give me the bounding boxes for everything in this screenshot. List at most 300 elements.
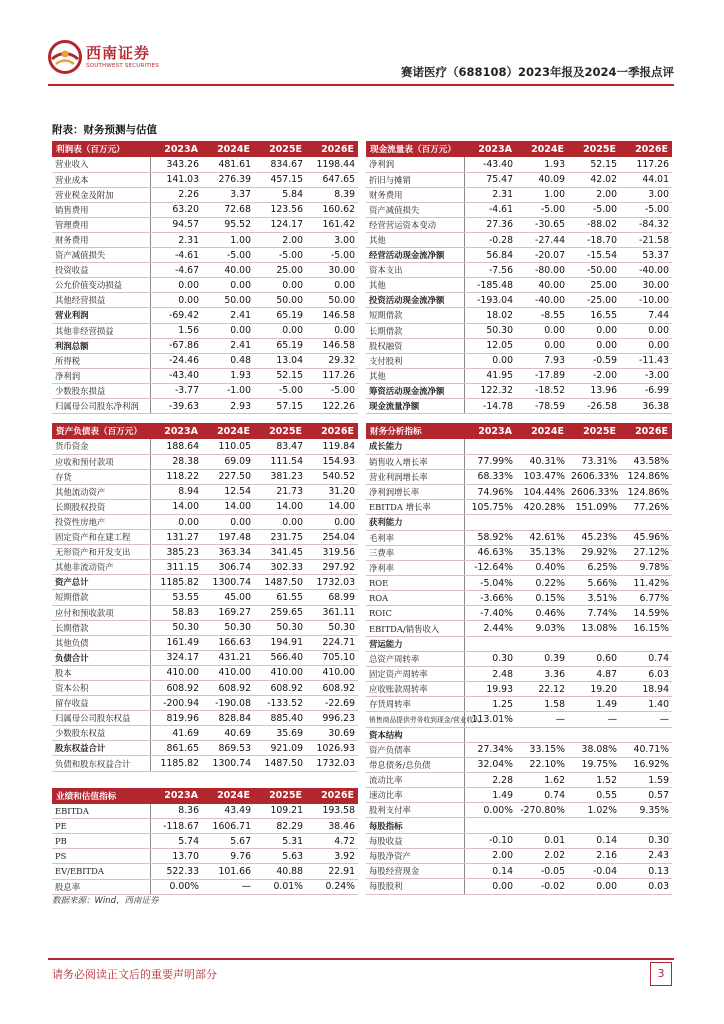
- table-row: [52, 323, 358, 338]
- cell-value: 0.48: [202, 353, 254, 368]
- cell-value: -17.89: [516, 368, 568, 383]
- table-row: [52, 605, 358, 620]
- table-row: [366, 682, 672, 697]
- cell-value: -11.43: [620, 353, 672, 368]
- table-row: [366, 263, 672, 278]
- cell-value: -69.42: [150, 308, 202, 323]
- cell-value: 0.14: [464, 863, 516, 878]
- table-row: [52, 681, 358, 696]
- cell-value: 9.03%: [516, 621, 568, 636]
- row-label: 固定资产周转率: [366, 666, 464, 681]
- year-header: 2025E: [568, 141, 620, 157]
- year-header: 2024E: [516, 423, 568, 439]
- cell-value: 869.53: [202, 741, 254, 756]
- row-label: PE: [52, 819, 150, 834]
- row-label: 净利润: [52, 368, 150, 383]
- cell-value: 68.99: [306, 590, 358, 605]
- cell-value: 73.31%: [568, 454, 620, 469]
- cell-value: -43.40: [150, 368, 202, 383]
- cell-value: 21.73: [254, 484, 306, 499]
- cell-value: [516, 727, 568, 742]
- cell-value: 122.26: [306, 399, 358, 414]
- table-row: [366, 545, 672, 560]
- year-header: 2024E: [202, 141, 254, 157]
- table-row: [52, 172, 358, 187]
- cell-value: -20.07: [516, 248, 568, 263]
- table-row: [52, 545, 358, 560]
- cell-value: [620, 636, 672, 651]
- cell-value: 16.92%: [620, 757, 672, 772]
- cell-value: 0.46%: [516, 606, 568, 621]
- cell-value: -133.52: [254, 696, 306, 711]
- table-row: [366, 636, 672, 651]
- cell-value: 0.00: [516, 323, 568, 338]
- row-label: 净利润增长率: [366, 485, 464, 500]
- cell-value: 16.55: [568, 308, 620, 323]
- row-label: 每股收益: [366, 833, 464, 848]
- table-row: [366, 530, 672, 545]
- cell-value: 2.41: [202, 308, 254, 323]
- cell-value: 2606.33%: [568, 469, 620, 484]
- table-row: [366, 712, 672, 727]
- table-row: [366, 575, 672, 590]
- row-label: 投资收益: [52, 263, 150, 278]
- cell-value: 27.36: [464, 217, 516, 232]
- row-label: 总资产周转率: [366, 651, 464, 666]
- row-label: 每股净资产: [366, 848, 464, 863]
- cell-value: 16.15%: [620, 621, 672, 636]
- cell-value: -0.59: [568, 353, 620, 368]
- cell-value: 302.33: [254, 560, 306, 575]
- year-header: 2025E: [254, 423, 306, 439]
- cell-value: 27.34%: [464, 742, 516, 757]
- row-label: 短期借款: [52, 590, 150, 605]
- table-row: [366, 383, 672, 398]
- valuation-table: [52, 788, 358, 895]
- cell-value: 95.52: [202, 217, 254, 232]
- row-label: 存货周转率: [366, 697, 464, 712]
- cell-value: -80.00: [516, 263, 568, 278]
- row-label: 筹资活动现金流净额: [366, 383, 464, 398]
- table-header-row: [52, 423, 358, 439]
- cell-value: 0.24%: [306, 879, 358, 894]
- cell-value: 68.33%: [464, 469, 516, 484]
- cell-value: 154.93: [306, 454, 358, 469]
- cell-value: 50.30: [464, 323, 516, 338]
- cell-value: -118.67: [150, 819, 202, 834]
- cell-value: 118.22: [150, 469, 202, 484]
- cell-value: [620, 515, 672, 530]
- cell-value: —: [516, 712, 568, 727]
- cell-value: 13.96: [568, 383, 620, 398]
- cell-value: 161.49: [150, 635, 202, 650]
- table-row: [366, 308, 672, 323]
- table-row: [52, 819, 358, 834]
- cell-value: 2.00: [568, 187, 620, 202]
- year-header: 2026E: [306, 141, 358, 157]
- cell-value: -5.00: [620, 202, 672, 217]
- table-row: [52, 232, 358, 247]
- cell-value: 0.00: [464, 353, 516, 368]
- row-label: 支付股利: [366, 353, 464, 368]
- row-label: EBITDA 增长率: [366, 500, 464, 515]
- cell-value: 0.00: [620, 323, 672, 338]
- table-row: [366, 666, 672, 681]
- cell-value: 42.02: [568, 172, 620, 187]
- cell-value: 921.09: [254, 741, 306, 756]
- row-label: 其他: [366, 278, 464, 293]
- cell-value: 146.58: [306, 338, 358, 353]
- table-row: [366, 217, 672, 232]
- row-label: 销售收入增长率: [366, 454, 464, 469]
- cell-value: -270.80%: [516, 803, 568, 818]
- row-label: 折旧与摊销: [366, 172, 464, 187]
- cell-value: 40.71%: [620, 742, 672, 757]
- cell-value: [568, 439, 620, 454]
- cell-value: 77.26%: [620, 500, 672, 515]
- cell-value: 311.15: [150, 560, 202, 575]
- cell-value: 12.05: [464, 338, 516, 353]
- cell-value: 65.19: [254, 308, 306, 323]
- cell-value: 161.42: [306, 217, 358, 232]
- row-label: 公允价值变动损益: [52, 278, 150, 293]
- cell-value: 0.01%: [254, 879, 306, 894]
- cell-value: 9.76: [202, 849, 254, 864]
- row-label: 资本支出: [366, 263, 464, 278]
- cell-value: -5.00: [516, 202, 568, 217]
- income-statement-table: [52, 141, 358, 414]
- row-label: 速动比率: [366, 788, 464, 803]
- cell-value: -5.04%: [464, 575, 516, 590]
- row-label: 经营活动现金流净额: [366, 248, 464, 263]
- cell-value: 0.60: [568, 651, 620, 666]
- cell-value: 0.01: [516, 833, 568, 848]
- footer-disclaimer: 请务必阅读正文后的重要声明部分: [52, 968, 217, 981]
- table-row: [52, 383, 358, 398]
- table-title: 业绩和估值指标: [52, 788, 150, 804]
- cell-value: -30.65: [516, 217, 568, 232]
- row-label: 无形资产和开发支出: [52, 545, 150, 560]
- table-row: [366, 485, 672, 500]
- cell-value: 22.12: [516, 682, 568, 697]
- cell-value: 608.92: [306, 681, 358, 696]
- cell-value: 50.00: [306, 293, 358, 308]
- cell-value: 57.15: [254, 399, 306, 414]
- row-label: 短期借款: [366, 308, 464, 323]
- year-header: 2024E: [202, 423, 254, 439]
- financial-ratios-table: [366, 423, 672, 895]
- cell-value: 0.00: [568, 323, 620, 338]
- cell-value: 996.23: [306, 711, 358, 726]
- cell-value: 0.30: [620, 833, 672, 848]
- cell-value: 1.00: [202, 232, 254, 247]
- cell-value: 361.11: [306, 605, 358, 620]
- cell-value: 109.21: [254, 804, 306, 819]
- cell-value: 43.49: [202, 804, 254, 819]
- table-row: [366, 863, 672, 878]
- cell-value: 8.94: [150, 484, 202, 499]
- cell-value: 141.03: [150, 172, 202, 187]
- cell-value: 1.59: [620, 773, 672, 788]
- cell-value: 146.58: [306, 308, 358, 323]
- cell-value: 188.64: [150, 439, 202, 454]
- cell-value: [464, 439, 516, 454]
- cell-value: -43.40: [464, 157, 516, 172]
- cell-value: 2.43: [620, 848, 672, 863]
- cell-value: 25.00: [568, 278, 620, 293]
- cell-value: 0.74: [516, 788, 568, 803]
- table-row: [52, 499, 358, 514]
- cell-value: -5.00: [254, 383, 306, 398]
- cell-value: 1.58: [516, 697, 568, 712]
- cell-value: -84.32: [620, 217, 672, 232]
- row-label: EV/EBITDA: [52, 864, 150, 879]
- row-label: 股本: [52, 665, 150, 680]
- cell-value: 1.49: [464, 788, 516, 803]
- row-label: 营业利润: [52, 308, 150, 323]
- cell-value: 0.00: [306, 514, 358, 529]
- cell-value: 410.00: [202, 665, 254, 680]
- cell-value: -25.00: [568, 293, 620, 308]
- cell-value: 819.96: [150, 711, 202, 726]
- row-label: 其他非经营损益: [52, 323, 150, 338]
- table-row: [366, 757, 672, 772]
- row-label: 管理费用: [52, 217, 150, 232]
- cell-value: —: [620, 712, 672, 727]
- table-row: [52, 711, 358, 726]
- cell-value: 25.00: [254, 263, 306, 278]
- row-label: 其他经营损益: [52, 293, 150, 308]
- cell-value: [568, 636, 620, 651]
- cell-value: 33.15%: [516, 742, 568, 757]
- page-number: 3: [650, 962, 672, 986]
- cell-value: [516, 439, 568, 454]
- cell-value: -39.63: [150, 399, 202, 414]
- table-row: [52, 469, 358, 484]
- year-header: 2026E: [620, 423, 672, 439]
- row-label: ROIC: [366, 606, 464, 621]
- table-row: [52, 635, 358, 650]
- table-row: [52, 864, 358, 879]
- table-row: [366, 202, 672, 217]
- cell-value: 11.42%: [620, 575, 672, 590]
- cell-value: 343.26: [150, 157, 202, 172]
- cell-value: 63.20: [150, 202, 202, 217]
- row-label: 股利支付率: [366, 803, 464, 818]
- row-label: 成长能力: [366, 439, 464, 454]
- cell-value: -2.00: [568, 368, 620, 383]
- year-header: 2025E: [254, 141, 306, 157]
- table-header-row: [366, 141, 672, 157]
- table-row: [366, 879, 672, 895]
- cell-value: -5.00: [568, 202, 620, 217]
- cell-value: -0.04: [568, 863, 620, 878]
- row-label: 财务费用: [366, 187, 464, 202]
- cell-value: 2.48: [464, 666, 516, 681]
- cell-value: 0.39: [516, 651, 568, 666]
- cell-value: 8.36: [150, 804, 202, 819]
- cell-value: 828.84: [202, 711, 254, 726]
- cell-value: -24.46: [150, 353, 202, 368]
- cell-value: 13.08%: [568, 621, 620, 636]
- cell-value: 101.66: [202, 864, 254, 879]
- cell-value: 3.00: [306, 232, 358, 247]
- cell-value: 5.31: [254, 834, 306, 849]
- cell-value: -190.08: [202, 696, 254, 711]
- cell-value: 410.00: [306, 665, 358, 680]
- cell-value: 566.40: [254, 650, 306, 665]
- table-row: [366, 187, 672, 202]
- cell-value: 0.55: [568, 788, 620, 803]
- table-row: [52, 217, 358, 232]
- table-title: 财务分析指标: [366, 423, 464, 439]
- table-row: [366, 500, 672, 515]
- cell-value: 1.49: [568, 697, 620, 712]
- cell-value: 7.93: [516, 353, 568, 368]
- cell-value: 705.10: [306, 650, 358, 665]
- cell-value: 3.51%: [568, 591, 620, 606]
- cell-value: 0.00%: [464, 803, 516, 818]
- cell-value: 319.56: [306, 545, 358, 560]
- cell-value: 1.40: [620, 697, 672, 712]
- cell-value: 0.00: [202, 278, 254, 293]
- cell-value: 457.15: [254, 172, 306, 187]
- table-row: [52, 756, 358, 771]
- cell-value: 4.72: [306, 834, 358, 849]
- cell-value: -0.02: [516, 879, 568, 895]
- table-row: [52, 439, 358, 454]
- cell-value: 35.69: [254, 726, 306, 741]
- cell-value: 410.00: [150, 665, 202, 680]
- cell-value: 50.30: [202, 620, 254, 635]
- cell-value: 52.15: [568, 157, 620, 172]
- cell-value: 0.00: [568, 338, 620, 353]
- cell-value: 22.10%: [516, 757, 568, 772]
- row-label: 营业成本: [52, 172, 150, 187]
- row-label: ROA: [366, 591, 464, 606]
- cell-value: 151.09%: [568, 500, 620, 515]
- table-row: [52, 804, 358, 819]
- cell-value: -4.61: [464, 202, 516, 217]
- table-row: [366, 788, 672, 803]
- header-divider: [48, 84, 674, 86]
- table-row: [366, 818, 672, 833]
- cell-value: [464, 818, 516, 833]
- cell-value: -50.00: [568, 263, 620, 278]
- cell-value: 74.96%: [464, 485, 516, 500]
- cell-value: 1732.03: [306, 756, 358, 771]
- cell-value: 3.36: [516, 666, 568, 681]
- row-label: 资本公积: [52, 681, 150, 696]
- page-header: [0, 0, 724, 92]
- cell-value: 3.92: [306, 849, 358, 864]
- cell-value: 111.54: [254, 454, 306, 469]
- cell-value: 0.30: [464, 651, 516, 666]
- row-label: 存货: [52, 469, 150, 484]
- table-title: 利润表（百万元）: [52, 141, 150, 157]
- cell-value: -0.05: [516, 863, 568, 878]
- cell-value: 0.00: [202, 323, 254, 338]
- table-row: [366, 323, 672, 338]
- row-label: 其他负债: [52, 635, 150, 650]
- cell-value: -18.52: [516, 383, 568, 398]
- cell-value: 50.30: [254, 620, 306, 635]
- cell-value: 82.29: [254, 819, 306, 834]
- cell-value: —: [568, 712, 620, 727]
- row-label: 每股指标: [366, 818, 464, 833]
- table-row: [366, 773, 672, 788]
- table-row: [366, 232, 672, 247]
- row-label: 归属母公司股东净利润: [52, 399, 150, 414]
- cell-value: 30.00: [306, 263, 358, 278]
- cell-value: 1487.50: [254, 756, 306, 771]
- table-row: [366, 697, 672, 712]
- cell-value: 885.40: [254, 711, 306, 726]
- table-row: [366, 742, 672, 757]
- table-row: [52, 879, 358, 894]
- cell-value: 14.00: [150, 499, 202, 514]
- table-row: [52, 484, 358, 499]
- table-row: [366, 833, 672, 848]
- cell-value: 0.00: [306, 278, 358, 293]
- cell-value: -78.59: [516, 399, 568, 414]
- row-label: 其他流动资产: [52, 484, 150, 499]
- cell-value: 1.02%: [568, 803, 620, 818]
- cell-value: 259.65: [254, 605, 306, 620]
- cell-value: 2.00: [464, 848, 516, 863]
- cell-value: 41.69: [150, 726, 202, 741]
- cell-value: 5.74: [150, 834, 202, 849]
- row-label: 其他非流动资产: [52, 560, 150, 575]
- cell-value: 1.93: [202, 368, 254, 383]
- year-header: 2026E: [306, 423, 358, 439]
- cell-value: -3.77: [150, 383, 202, 398]
- cell-value: [620, 439, 672, 454]
- cell-value: 122.32: [464, 383, 516, 398]
- cell-value: 227.50: [202, 469, 254, 484]
- row-label: 长期借款: [366, 323, 464, 338]
- cell-value: 431.21: [202, 650, 254, 665]
- table-row: [52, 338, 358, 353]
- cell-value: -3.00: [620, 368, 672, 383]
- cell-value: 69.09: [202, 454, 254, 469]
- cell-value: 1185.82: [150, 575, 202, 590]
- row-label: 所得税: [52, 353, 150, 368]
- cell-value: [464, 727, 516, 742]
- year-header: 2026E: [620, 141, 672, 157]
- year-header: 2024E: [202, 788, 254, 804]
- cell-value: -21.58: [620, 232, 672, 247]
- cell-value: 1732.03: [306, 575, 358, 590]
- cell-value: 38.08%: [568, 742, 620, 757]
- cell-value: -4.67: [150, 263, 202, 278]
- cell-value: -14.78: [464, 399, 516, 414]
- cell-value: [568, 727, 620, 742]
- cell-value: 0.00: [150, 293, 202, 308]
- cell-value: 608.92: [202, 681, 254, 696]
- cell-value: 38.46: [306, 819, 358, 834]
- cell-value: 2.26: [150, 187, 202, 202]
- cell-value: 77.99%: [464, 454, 516, 469]
- cell-value: 2.44%: [464, 621, 516, 636]
- cell-value: 0.00: [620, 338, 672, 353]
- cell-value: 30.69: [306, 726, 358, 741]
- cell-value: 36.38: [620, 399, 672, 414]
- row-label: 应收和预付款项: [52, 454, 150, 469]
- cell-value: 45.23%: [568, 530, 620, 545]
- row-label: 货币资金: [52, 439, 150, 454]
- cell-value: 50.30: [306, 620, 358, 635]
